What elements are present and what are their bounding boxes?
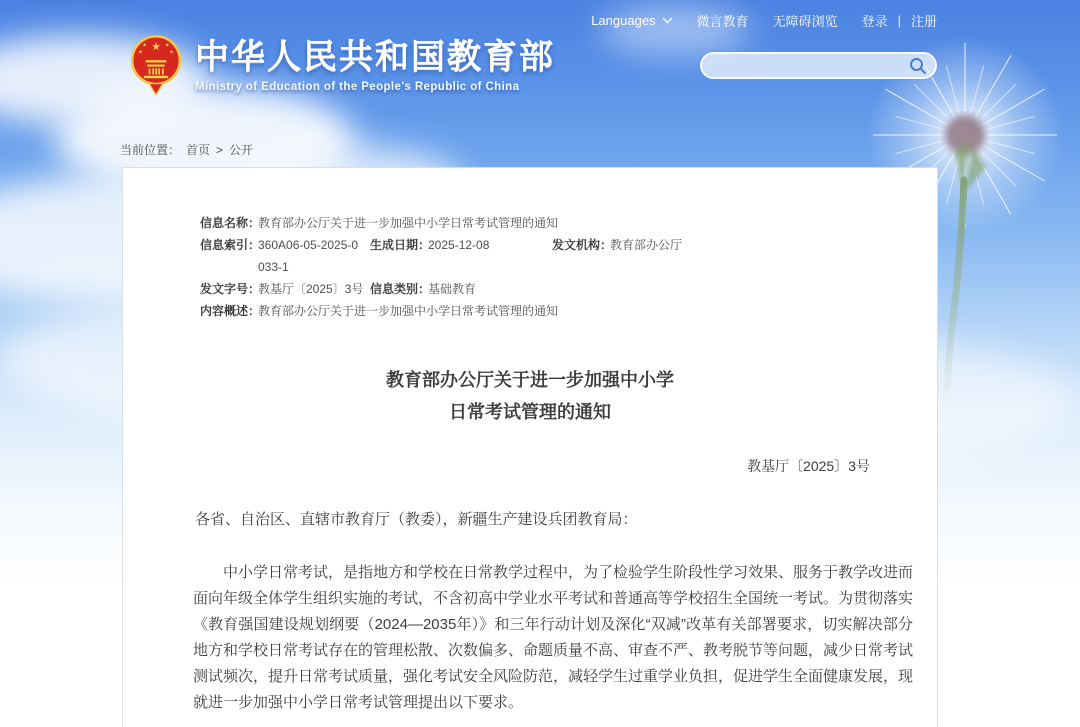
- document-title-line1: 教育部办公厅关于进一步加强中小学: [386, 370, 674, 390]
- nav-link-register[interactable]: 注册: [910, 14, 937, 29]
- meta-docnumber-value: 教基厅〔2025〕3号: [258, 282, 364, 296]
- meta-agency-label: 发文机构：: [552, 238, 613, 252]
- top-navigation: [591, 11, 937, 30]
- site-logo[interactable]: [130, 34, 555, 102]
- meta-name-label: 信息名称：: [200, 216, 261, 230]
- svg-text:★: ★: [169, 49, 174, 56]
- site-titles: [195, 34, 555, 93]
- nav-link-accessibility[interactable]: 无障碍浏览: [772, 14, 838, 29]
- document-salutation: 各省、自治区、直辖市教育厅（教委），新疆生产建设兵团教育局：: [195, 511, 638, 528]
- breadcrumb: [120, 141, 253, 158]
- breadcrumb-separator: >: [216, 142, 224, 157]
- search-input[interactable]: [716, 57, 909, 74]
- search-icon: [909, 57, 927, 75]
- svg-text:★: ★: [142, 42, 148, 49]
- document-metadata: [200, 212, 901, 322]
- document-panel: [122, 167, 938, 727]
- chevron-down-icon: [662, 17, 673, 24]
- svg-text:★: ★: [164, 42, 170, 49]
- search-button[interactable]: [909, 57, 927, 75]
- meta-docnumber-label: 发文字号：: [200, 282, 261, 296]
- document-title-line2: 日常考试管理的通知: [449, 402, 611, 422]
- meta-date-value: 2025-12-08: [428, 238, 490, 252]
- nav-divider: |: [897, 13, 901, 28]
- meta-summary-label: 内容概述：: [200, 304, 261, 318]
- site-title-english: Ministry of Education of the People's Republic of China: [195, 81, 520, 93]
- meta-name-value: 教育部办公厅关于进一步加强中小学日常考试管理的通知: [258, 216, 559, 230]
- meta-index-value: 360A06-05-2025-0033-1: [258, 238, 359, 274]
- nav-link-login[interactable]: 登录: [861, 14, 888, 29]
- breadcrumb-home[interactable]: 首页: [186, 143, 211, 157]
- languages-label: Languages: [591, 13, 656, 28]
- search-box[interactable]: [700, 52, 937, 79]
- document-number: 教基厅〔2025〕3号: [747, 458, 870, 474]
- breadcrumb-current[interactable]: 公开: [229, 143, 254, 157]
- site-title-chinese: 中华人民共和国教育部: [195, 38, 555, 76]
- document-body-paragraph: 中小学日常考试，是指地方和学校在日常教学过程中，为了检验学生阶段性学习效果、服务于教学改进而面向年级全体学生组织实施的考试，不含初高中学业水平考试和普通高等学校招生全国统一考试。为贯彻落实《教育强国建设规划纲要（2024—2035年）》和三年行动计划及深化“双减”改革有关部署要求，切实解决部分地方和学校日常考试存在的管理松散、次数偏多、命题质量不高、审查不严、教考脱节等问题，减少日常考试测试频次，提升日常考试质量，强化考试安全风险防范，减轻学生过重学业负担，促进学生全面健康发展，现就进一步加强中小学日常考试管理提出以下要求。: [193, 564, 914, 711]
- meta-category-value: 基础教育: [428, 282, 477, 296]
- document-title: [123, 364, 937, 428]
- meta-category-label: 信息类别：: [370, 282, 431, 296]
- national-emblem-icon: [130, 34, 182, 102]
- svg-text:★: ★: [138, 49, 143, 56]
- meta-index-label: 信息索引：: [200, 238, 261, 252]
- languages-dropdown[interactable]: [591, 13, 672, 28]
- meta-agency-value: 教育部办公厅: [610, 238, 683, 252]
- breadcrumb-label: 当前位置：: [120, 143, 181, 157]
- svg-text:★: ★: [151, 41, 161, 53]
- nav-link-weiyan-education[interactable]: 微言教育: [696, 14, 749, 29]
- meta-summary-value: 教育部办公厅关于进一步加强中小学日常考试管理的通知: [258, 304, 559, 318]
- meta-date-label: 生成日期：: [370, 238, 431, 252]
